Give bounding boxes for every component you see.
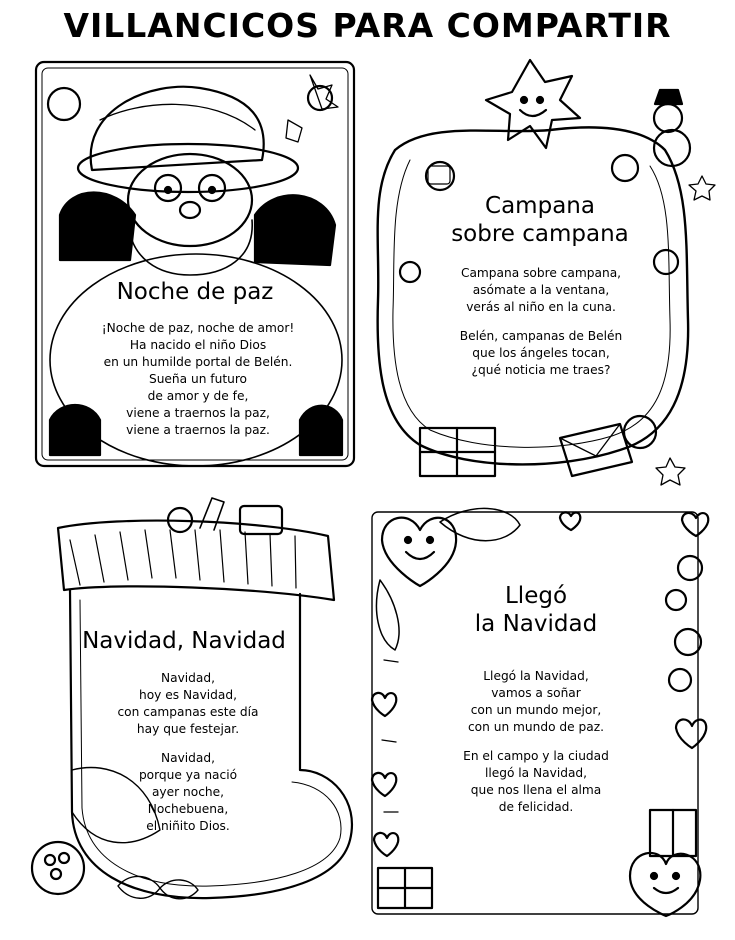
song-title — [420, 192, 660, 248]
lyric-line: en un humilde portal de Belén. — [103, 355, 293, 369]
stanza — [420, 748, 652, 816]
lyric-line: viene a traernos la paz, — [126, 406, 270, 420]
lyric-line: hay que festejar. — [136, 722, 240, 736]
lyric-line: llegó la Navidad, — [484, 766, 588, 780]
lyric-line: que nos llena el alma — [470, 783, 602, 797]
song-title — [80, 278, 310, 306]
stanza — [80, 670, 296, 738]
song-title — [66, 627, 302, 655]
song-title-line: la Navidad — [474, 611, 598, 637]
lyric-line: porque ya nació — [138, 768, 238, 782]
song-title-line: sobre campana — [451, 221, 629, 247]
lyric-line: Sueña un futuro — [148, 372, 248, 386]
stanza — [428, 265, 654, 316]
lyric-line: asómate a la ventana, — [472, 283, 610, 297]
lyric-line: hoy es Navidad, — [139, 688, 237, 702]
song-lyrics — [428, 265, 654, 391]
lyric-line: verás al niño en la cuna. — [466, 300, 616, 314]
song-title-line: Navidad, Navidad — [82, 628, 286, 654]
lyric-line: ¡Noche de paz, noche de amor! — [101, 321, 295, 335]
stanza — [80, 750, 296, 835]
song-lyrics — [420, 668, 652, 828]
stanza — [420, 668, 652, 736]
lyric-line: Navidad, — [161, 751, 215, 765]
lyric-line: Belén, campanas de Belén — [459, 329, 623, 343]
song-lyrics — [90, 320, 306, 451]
lyric-line: que los ángeles tocan, — [472, 346, 610, 360]
stanza — [428, 328, 654, 379]
lyric-line: Campana sobre campana, — [460, 266, 622, 280]
lyric-line: Navidad, — [161, 671, 215, 685]
lyric-line: con un mundo de paz. — [467, 720, 605, 734]
lyric-line: ayer noche, — [151, 785, 225, 799]
lyric-line: Ha nacido el niño Dios — [129, 338, 267, 352]
lyric-line: el niñito Dios. — [146, 819, 230, 833]
song-lyrics — [80, 670, 296, 847]
lyric-line: con campanas este día — [117, 705, 259, 719]
lyric-line: con un mundo mejor, — [470, 703, 602, 717]
lyric-line: vamos a soñar — [491, 686, 581, 700]
lyric-line: de felicidad. — [498, 800, 574, 814]
stanza — [90, 320, 306, 439]
page-title: VILLANCICOS PARA COMPARTIR — [63, 6, 672, 45]
lyric-line: ¿qué noticia me traes? — [471, 363, 611, 377]
song-title — [410, 582, 662, 638]
song-title-line: Noche de paz — [116, 279, 274, 305]
lyric-line: de amor y de fe, — [147, 389, 249, 403]
lyric-line: En el campo y la ciudad — [463, 749, 609, 763]
song-title-line: Campana — [485, 193, 595, 219]
lyric-line: Llegó la Navidad, — [483, 669, 589, 683]
song-title-line: Llegó — [504, 583, 568, 609]
lyric-line: Nochebuena, — [147, 802, 229, 816]
lyric-line: viene a traernos la paz. — [126, 423, 270, 437]
